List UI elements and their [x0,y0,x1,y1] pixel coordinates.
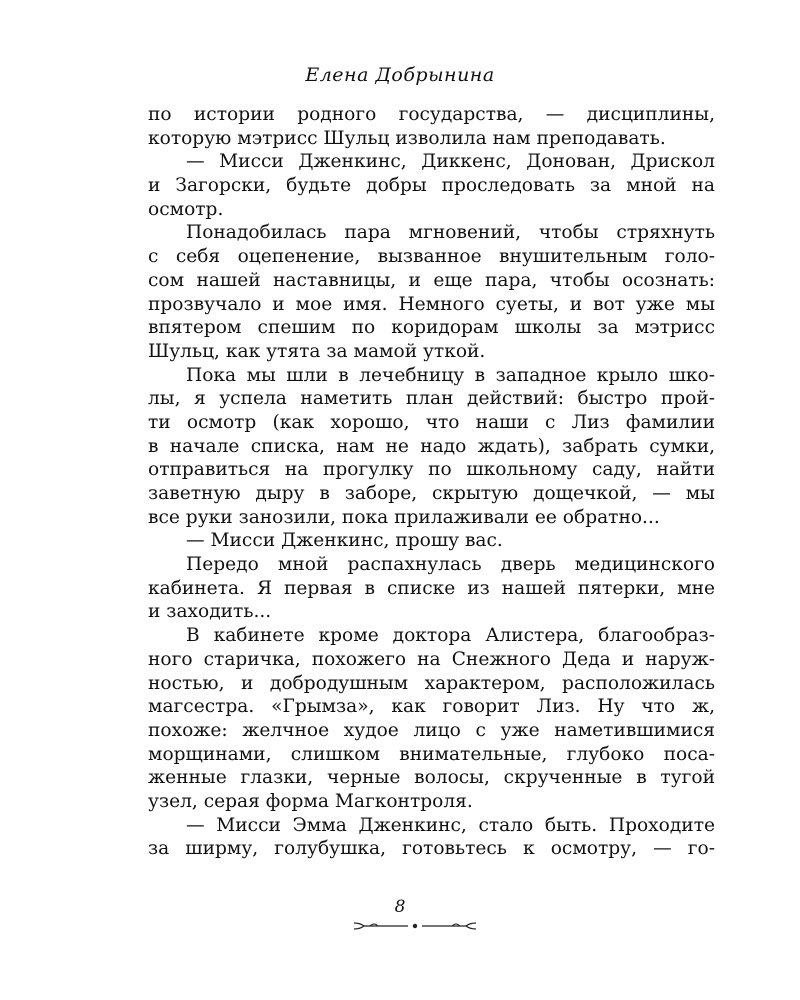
text-line: — Мисси Эмма Дженкинс, стало быть. Проходите [186,814,715,836]
text-line: морщинами, слишком внимательные, глубоко поса- [148,743,715,765]
text-line: заветную дыру в заборе, скрытую дощечкой, — мы [148,483,715,504]
text-line: В кабинете кроме доктора Алистера, благообраз- [186,625,715,647]
running-head-author: Елена Добрынина [305,64,495,86]
text-line: с себя оцепенение, вызванное внушительным голо- [148,246,715,268]
text-line: похоже: желчное худое лицо с уже наметившимися [148,719,715,741]
text-line: магсестра. «Грымза», как говорит Лиз. Ну что ж, [148,696,715,718]
text-line: Понадобилась пара мгновений, чтобы стряхнуть [186,222,715,244]
text-line: за ширму, голубушка, готовьтесь к осмотру, — го- [148,838,715,860]
text-line: впятером спешим по коридорам школы за мэтрисс [148,317,715,339]
text-line: ного старичка, похожего на Снежного Деда и наруж- [148,648,715,670]
text-line: лы, я успела наметить план действий: быстро прой- [148,388,715,410]
text-line: отправиться на прогулку по школьному саду, найти [148,459,715,481]
text-line: кабинета. Я первая в списке из нашей пятерки, мне [148,577,715,599]
page-number-ornament-icon [350,917,480,933]
text-line: — Мисси Дженкинс, прошу вас. [186,530,503,552]
text-line: которую мэтрисс Шульц изволила нам преподавать. [148,127,666,149]
body-text [148,103,715,861]
text-line: по истории родного государства, — дисциплины, [148,104,715,125]
text-line: ностью, и добродушным характером, расположилась [148,672,715,694]
text-line: и Загорски, будьте добры проследовать за мной на [148,175,715,197]
text-line: и заходить... [148,601,272,623]
text-line: Пока мы шли в лечебницу в западное крыло шко- [186,364,715,386]
text-line: женные глазки, черные волосы, скрученные в тугой [148,767,715,789]
text-line: — Мисси Дженкинс, Диккенс, Донован, Дрискол [186,151,715,173]
text-line: Шульц, как утята за мамой уткой. [148,340,486,362]
text-line: ти осмотр (как хорошо, что наши с Лиз фамилии [148,411,715,433]
text-line: Передо мной распахнулась дверь медицинского [186,554,715,576]
text-line: осмотр. [148,198,224,220]
text-line: все руки занозили, пока прилаживали ее обратно... [148,506,660,528]
text-line: сом нашей наставницы, и еще пара, чтобы осознать: [148,269,715,291]
text-line: прозвучало и мое имя. Немного суеты, и вот уже мы [148,293,715,315]
page-number: 8 [394,897,406,917]
text-line: узел, серая форма Магконтроля. [148,790,473,812]
text-line: в начале списка, нам не надо ждать), забрать сумки, [148,435,715,457]
